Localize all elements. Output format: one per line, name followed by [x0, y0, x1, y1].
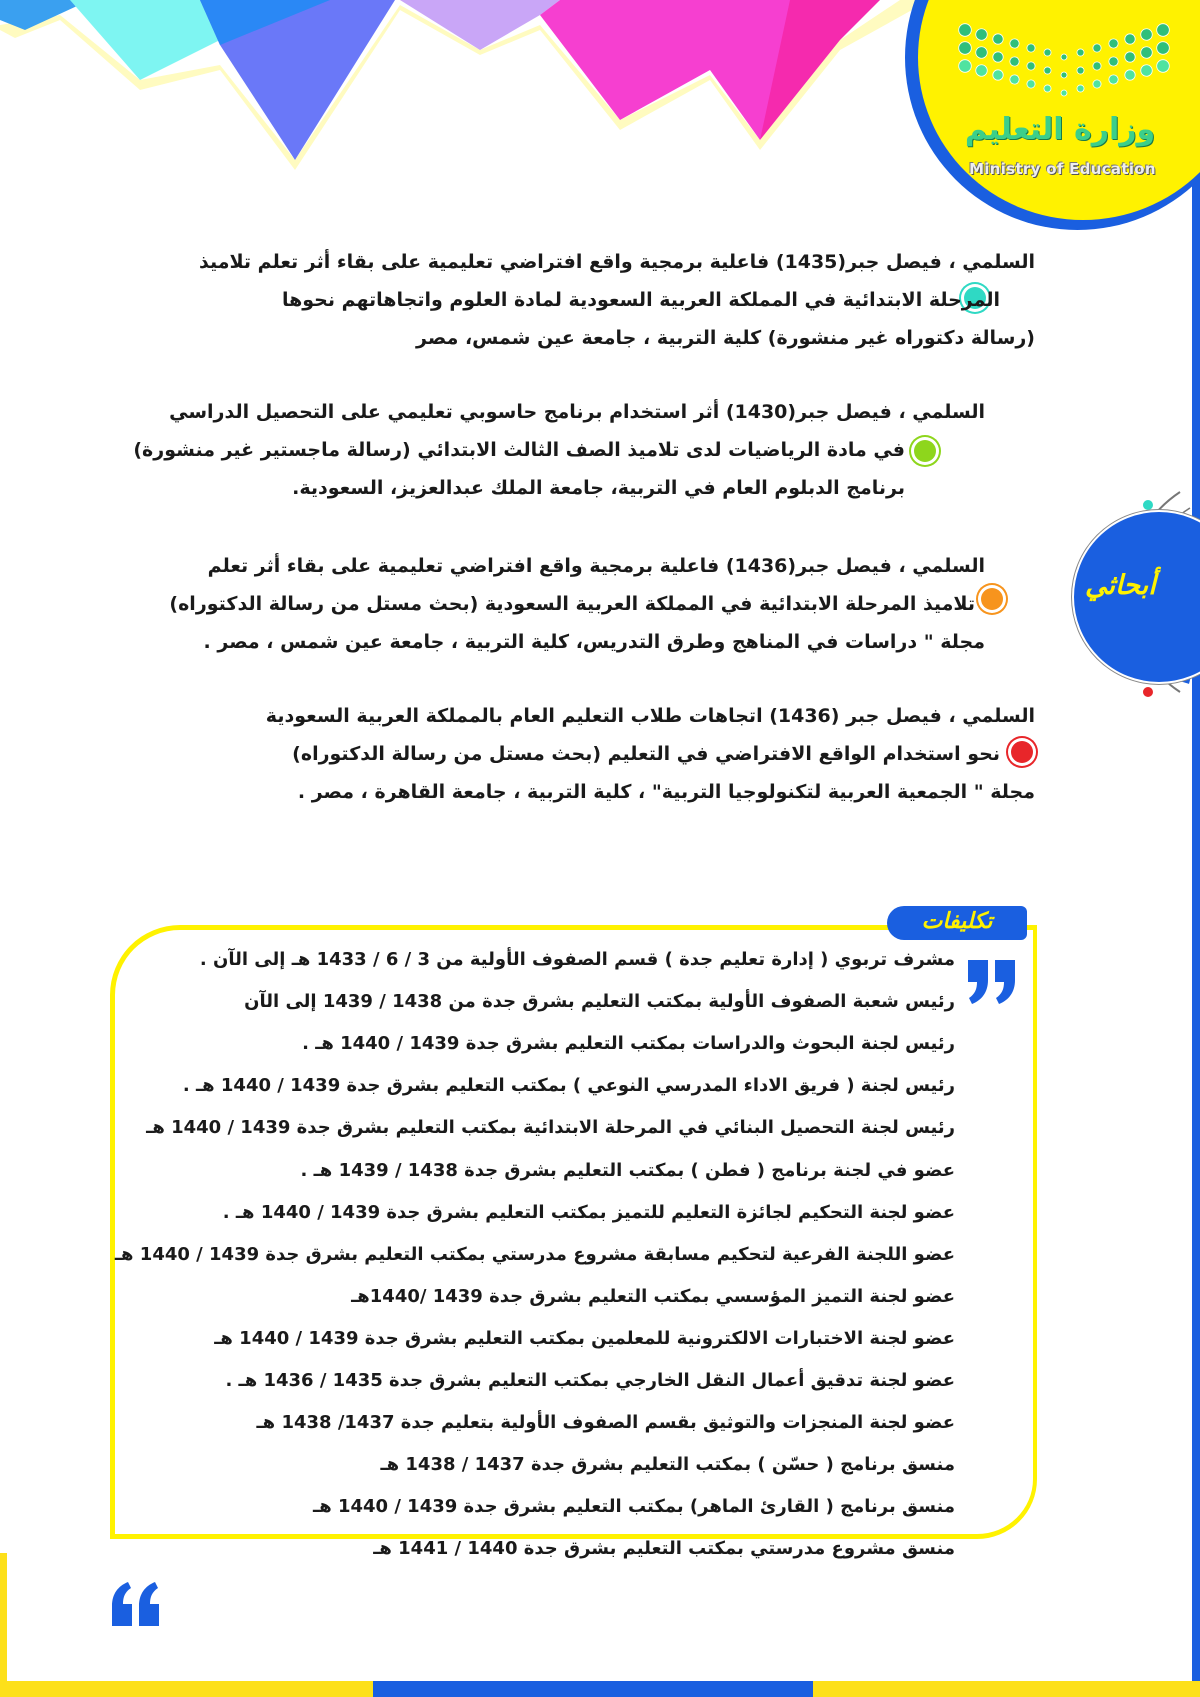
logo-dot: [1077, 85, 1084, 92]
logo-dot: [993, 52, 1003, 62]
logo-dot: [1027, 80, 1035, 88]
ministry-logo-dots-icon: [955, 22, 1175, 102]
logo-dot: [1157, 42, 1170, 55]
logo-dot: [1044, 85, 1051, 92]
logo-dot: [1125, 70, 1135, 80]
logo-dot: [1141, 47, 1153, 59]
assignment-item: عضو اللجنة الفرعية لتحكيم مسابقة مشروع مدرستي بمكتب التعليم بشرق جدة 1439 / 1440 هـ: [114, 1243, 955, 1265]
research-item-line: في مادة الرياضيات لدى تلاميذ الصف الثالث الابتدائي (رسالة ماجستير غير منشورة): [133, 439, 905, 461]
assignment-item: منسق برنامج ( القارئ الماهر) بمكتب التعليم بشرق جدة 1439 / 1440 هـ: [313, 1496, 955, 1518]
assignment-item: رئيس لجنة ( فريق الاداء المدرسي النوعي ) بمكتب التعليم بشرق جدة 1439 / 1440 هـ .: [182, 1075, 955, 1097]
logo-dot: [1141, 65, 1153, 77]
logo-dot: [976, 65, 988, 77]
logo-dot: [1010, 57, 1019, 66]
assignments-section-title: تكليفات: [921, 909, 993, 934]
research-bullet-icon: [1011, 741, 1033, 763]
logo-dot: [993, 70, 1003, 80]
logo-dot: [1061, 54, 1067, 60]
research-item-line: المرحلة الابتدائية في المملكة العربية السعودية لمادة العلوم واتجاهاتهم نحوها: [281, 289, 1000, 311]
research-item-line: السلمي ، فيصل جبر(1435) فاعلية برمجية واقع افتراضي تعليمية على بقاء أثر تعلم تلاميذ: [199, 251, 1035, 273]
logo-dot: [1027, 44, 1035, 52]
logo-dot: [959, 42, 972, 55]
footer-strip-blue: [373, 1681, 813, 1697]
assignment-item: مشرف تربوي ( إدارة تعليم جدة ) قسم الصفوف الأولية من 3 / 6 / 1433 هـ إلى الآن .: [199, 949, 955, 970]
logo-dot: [1141, 29, 1153, 41]
logo-dot: [1044, 67, 1051, 74]
logo-dot: [993, 34, 1003, 44]
logo-dot: [1109, 57, 1118, 66]
logo-dot: [1125, 52, 1135, 62]
assignment-item: رئيس شعبة الصفوف الأولية بمكتب التعليم بشرق جدة من 1438 / 1439 إلى الآن: [244, 991, 955, 1013]
research-bullet-icon: [981, 588, 1003, 610]
assignment-item: منسق مشروع مدرستي بمكتب التعليم بشرق جدة 1440 / 1441 هـ: [373, 1538, 955, 1560]
logo-arabic-text: وزارة التعليم: [964, 112, 1156, 147]
header-decoration: [0, 0, 930, 200]
logo-dot: [976, 29, 988, 41]
assignments-box: [110, 925, 1037, 1539]
logo-dot: [1093, 44, 1101, 52]
logo-english-text: Ministry of Education: [969, 160, 1156, 178]
research-item-line: تلاميذ المرحلة الابتدائية في المملكة العربية السعودية (بحث مستل من رسالة الدكتوراه): [169, 593, 975, 615]
assignment-item: منسق برنامج ( حسّن ) بمكتب التعليم بشرق جدة 1437 / 1438 هـ: [380, 1454, 955, 1476]
closing-quote-icon: [966, 958, 1018, 1006]
logo-dot: [1109, 75, 1118, 84]
logo-dot: [976, 47, 988, 59]
assignment-item: عضو في لجنة برنامج ( فطن ) بمكتب التعليم بشرق جدة 1438 / 1439 هـ .: [300, 1159, 955, 1181]
assignment-item: عضو لجنة الاختبارات الالكترونية للمعلمين بمكتب التعليم بشرق جدة 1439 / 1440 هـ: [214, 1327, 955, 1349]
logo-dot: [1093, 62, 1101, 70]
logo-dot: [1061, 90, 1067, 96]
research-item-line: مجلة " دراسات في المناهج وطرق التدريس، كلية التربية ، جامعة عين شمس ، مصر .: [203, 631, 985, 653]
logo-dot: [1157, 60, 1170, 73]
research-item-line: نحو استخدام الواقع الافتراضي في التعليم (بحث مستل من رسالة الدكتوراه): [292, 743, 1000, 765]
research-item-line: (رسالة دكتوراه غير منشورة) كلية التربية ، جامعة عين شمس، مصر: [416, 327, 1035, 349]
logo-dot: [1061, 72, 1067, 78]
logo-dot: [1010, 75, 1019, 84]
research-section-title: أبحاثي: [1085, 570, 1156, 601]
research-bullet-icon: [914, 440, 936, 462]
research-item-line: برنامج الدبلوم العام في التربية، جامعة الملك عبدالعزيز، السعودية.: [292, 477, 905, 499]
assignment-item: عضو لجنة التحكيم لجائزة التعليم للتميز بمكتب التعليم بشرق جدة 1439 / 1440 هـ .: [222, 1201, 955, 1223]
research-item-line: السلمي ، فيصل جبر(1436) فاعلية برمجية واقع افتراضي تعليمية على بقاء أثر تعلم: [207, 555, 985, 577]
logo-dot: [959, 24, 972, 37]
research-item-line: السلمي ، فيصل جبر (1436) اتجاهات طلاب التعليم العام بالمملكة العربية السعودية: [265, 705, 1035, 727]
assignment-item: عضو لجنة التميز المؤسسي بمكتب التعليم بشرق جدة 1439 /1440هـ: [351, 1285, 955, 1307]
logo-dot: [1077, 49, 1084, 56]
right-edge-strip: [1192, 0, 1200, 1697]
assignment-item: عضو لجنة المنجزات والتوثيق بقسم الصفوف الأولية بتعليم جدة 1437/ 1438 هـ: [256, 1412, 955, 1434]
assignment-item: رئيس لجنة التحصيل البنائي في المرحلة الابتدائية بمكتب التعليم بشرق جدة 1439 / 1440 هـ: [146, 1117, 955, 1139]
research-item-line: مجلة " الجمعية العربية لتكنولوجيا التربية" ، كلية التربية ، جامعة القاهرة ، مصر .: [297, 781, 1035, 803]
logo-dot: [959, 60, 972, 73]
logo-dot: [1010, 39, 1019, 48]
left-bottom-strip: [0, 1553, 7, 1697]
research-item-line: السلمي ، فيصل جبر(1430) أثر استخدام برنامج حاسوبي تعليمي على التحصيل الدراسي: [169, 401, 985, 423]
assignment-item: عضو لجنة تدقيق أعمال النقل الخارجي بمكتب التعليم بشرق جدة 1435 / 1436 هـ .: [225, 1370, 955, 1391]
logo-dot: [1093, 80, 1101, 88]
logo-dot: [1044, 49, 1051, 56]
logo-dot: [1027, 62, 1035, 70]
logo-dot: [1077, 67, 1084, 74]
logo-dot: [1157, 24, 1170, 37]
logo-dot: [1109, 39, 1118, 48]
logo-dot: [1125, 34, 1135, 44]
opening-quote-icon: [110, 1580, 162, 1628]
assignment-item: رئيس لجنة البحوث والدراسات بمكتب التعليم بشرق جدة 1439 / 1440 هـ .: [302, 1033, 955, 1055]
